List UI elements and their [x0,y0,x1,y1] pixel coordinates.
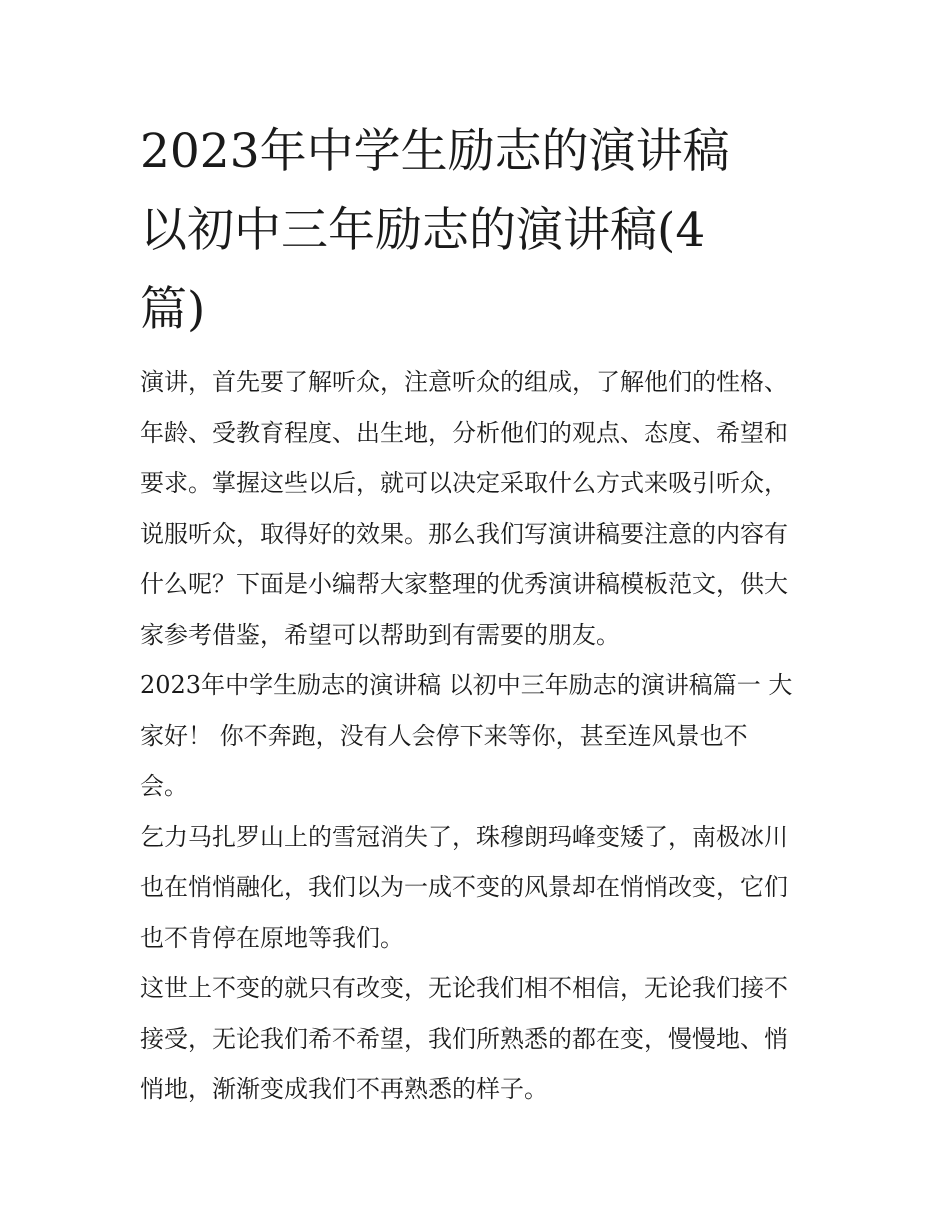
title-line-3: 篇) [140,282,206,337]
document-body [140,357,820,1115]
text-line: 演讲，首先要了解听众，注意听众的组成，了解他们的性格、 [140,368,788,396]
intro-paragraph [140,357,820,660]
text-line: 这世上不变的就只有改变，无论我们相不相信，无论我们接不 [140,974,788,1002]
title-line-2: 以初中三年励志的演讲稿(4 [140,203,706,258]
text-line: 2023年中学生励志的演讲稿 以初中三年励志的演讲稿篇一 大 [140,671,793,699]
speech-opening-paragraph [140,660,820,812]
text-line: 要求。掌握这些以后，就可以决定采取什么方式来吸引听众， [140,469,788,497]
text-line: 接受，无论我们希不希望，我们所熟悉的都在变，慢慢地、悄 [140,1024,788,1053]
text-line: 也在悄悄融化，我们以为一成不变的风景却在悄悄改变，它们 [140,873,788,901]
text-line: 家好！ 你不奔跑，没有人会停下来等你，甚至连风景也不 [140,721,748,750]
text-line: 乞力马扎罗山上的雪冠消失了，珠穆朗玛峰变矮了，南极冰川 [140,822,788,851]
text-line: 什么呢？下面是小编帮大家整理的优秀演讲稿模板范文，供大 [140,570,788,598]
speech-paragraph-2 [140,812,820,964]
text-line: 说服听众，取得好的效果。那么我们写演讲稿要注意的内容有 [140,519,788,548]
document-title [140,112,820,349]
text-line: 也不肯停在原地等我们。 [140,923,404,952]
text-line: 悄地，渐渐变成我们不再熟悉的样子。 [140,1075,548,1103]
text-line: 年龄、受教育程度、出生地，分析他们的观点、态度、希望和 [140,418,788,447]
text-line: 会。 [140,772,188,800]
speech-paragraph-3 [140,963,820,1115]
text-line: 家参考借鉴，希望可以帮助到有需要的朋友。 [140,620,620,649]
title-line-1: 2023年中学生励志的演讲稿 [140,124,730,179]
